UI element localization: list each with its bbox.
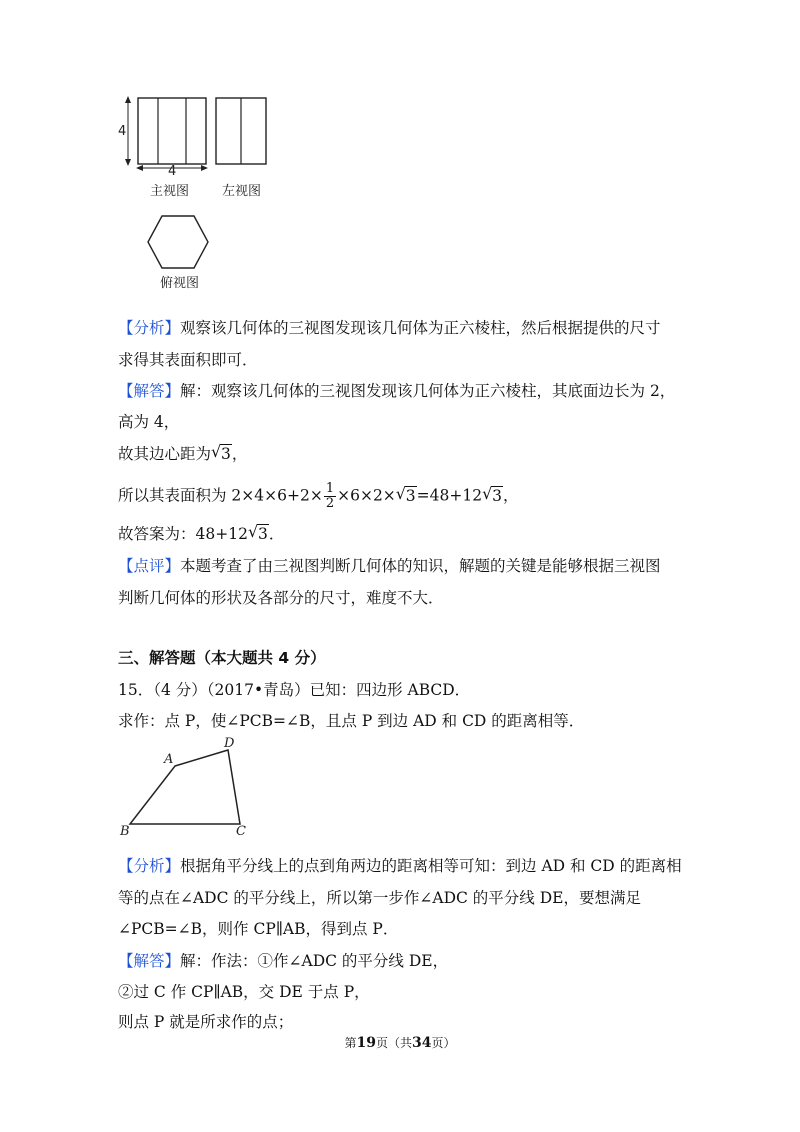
quadrilateral-abcd xyxy=(130,750,240,824)
left-view-label: 左视图 xyxy=(222,184,262,199)
solution-1-line-4-suffix: ， xyxy=(502,486,519,505)
sqrt-value: 3 xyxy=(405,486,416,505)
analysis-1-text-2: 求得其表面积即可． xyxy=(118,351,258,369)
vertex-a-label: A xyxy=(164,752,174,767)
footer-post: 页） xyxy=(431,1036,456,1050)
dim-bottom-label: 4 xyxy=(168,164,177,179)
fraction-denominator: 2 xyxy=(325,496,335,511)
solution-1-line-2 xyxy=(118,412,179,432)
solution-tag: 【解答】 xyxy=(118,952,181,970)
solution-1-line-3-prefix: 故其边心距为 xyxy=(118,445,212,463)
analysis-2-line-3: ∠PCB=∠B，则作 CP∥AB，得到点 P． xyxy=(118,920,399,938)
solution-tag: 【解答】 xyxy=(118,382,181,400)
question-15-line-2: 求作：点 P，使∠PCB=∠B，且点 P 到边 AD 和 CD 的距离相等． xyxy=(118,712,585,730)
solution-2-line-3: 则点 P 就是所求作的点； xyxy=(118,1013,294,1031)
top-view-label: 俯视图 xyxy=(160,276,200,291)
vertex-c-label: C xyxy=(236,824,246,839)
solution-1-line-5 xyxy=(118,524,284,544)
sqrt-expression: √ 3 xyxy=(211,442,231,463)
solution-2-text-1: 解：作法：①作∠ADC 的平分线 DE， xyxy=(180,952,449,970)
solution-1-text-2: 高为 4， xyxy=(118,413,180,431)
solution-1-line-5-suffix: ． xyxy=(268,525,285,543)
analysis-tag: 【分析】 xyxy=(118,857,181,875)
comment-1-line-1 xyxy=(118,556,661,576)
footer-mid: 页（共 xyxy=(375,1036,412,1050)
comment-tag: 【点评】 xyxy=(118,557,181,575)
solution-1-line-3 xyxy=(118,444,247,464)
solution-1-text-1: 解：观察该几何体的三视图发现该几何体为正六棱柱，其底面边长为 2， xyxy=(180,382,676,400)
solution-2-line-2: ②过 C 作 CP∥AB，交 DE 于点 P， xyxy=(118,983,370,1001)
sqrt-value: 3 xyxy=(492,486,502,505)
top-view-hexagon xyxy=(148,216,208,268)
analysis-2-line-2: 等的点在∠ADC 的平分线上，所以第一步作∠ADC 的平分线 DE，要想满足 xyxy=(118,889,641,907)
analysis-1-text-1: 观察该几何体的三视图发现该几何体为正六棱柱，然后根据提供的尺寸 xyxy=(180,319,661,337)
sqrt-value: 3 xyxy=(257,525,268,543)
sqrt-expression: √ 3 xyxy=(247,522,268,543)
solution-1-line-4-eq: =48+12 xyxy=(416,486,483,505)
fraction-numerator: 1 xyxy=(325,481,335,496)
analysis-1-line-2 xyxy=(118,350,258,370)
question-15-line-1: 15．（4 分）（2017•青岛）已知：四边形 ABCD． xyxy=(118,681,471,699)
analysis-tag: 【分析】 xyxy=(118,319,181,337)
sqrt-expression: √ 3 xyxy=(395,483,416,505)
solution-1-line-3-suffix: ， xyxy=(231,445,248,463)
sqrt-expression: √ 3 xyxy=(482,483,502,505)
solution-1-line-1 xyxy=(118,381,675,401)
vertex-b-label: B xyxy=(120,824,130,839)
fraction xyxy=(324,482,336,511)
sqrt-value: 3 xyxy=(221,445,231,463)
section-title: 三、解答题（本大题共 4 分） xyxy=(118,649,326,667)
solution-1-line-4 xyxy=(118,482,518,511)
comment-1-text-2: 判断几何体的形状及各部分的尺寸，难度不大． xyxy=(118,589,444,607)
comment-1-line-2 xyxy=(118,588,444,608)
solution-1-line-4-prefix: 所以其表面积为 2×4×6+2× xyxy=(118,486,323,505)
analysis-2-text-1: 根据角平分线上的点到角两边的距离相等可知：到边 AD 和 CD 的距离相 xyxy=(180,857,682,875)
left-view-drawing xyxy=(216,98,266,164)
front-view-drawing xyxy=(125,96,208,171)
vertex-d-label: D xyxy=(224,736,235,751)
page-footer xyxy=(0,1034,800,1051)
footer-page-number: 19 xyxy=(356,1035,376,1051)
solution-1-line-5-prefix: 故答案为：48+12 xyxy=(118,525,248,543)
analysis-1-line-1 xyxy=(118,318,661,338)
dim-left-label: 4 xyxy=(118,124,127,139)
front-view-label: 主视图 xyxy=(150,184,190,199)
analysis-2-line-1 xyxy=(118,856,682,876)
comment-1-text-1: 本题考查了由三视图判断几何体的知识，解题的关键是能够根据三视图 xyxy=(180,557,661,575)
solution-1-line-4-mid: ×6×2× xyxy=(337,486,396,505)
solution-2-line-1 xyxy=(118,951,448,971)
footer-pre: 第 xyxy=(344,1036,357,1050)
footer-total-pages: 34 xyxy=(412,1035,432,1051)
